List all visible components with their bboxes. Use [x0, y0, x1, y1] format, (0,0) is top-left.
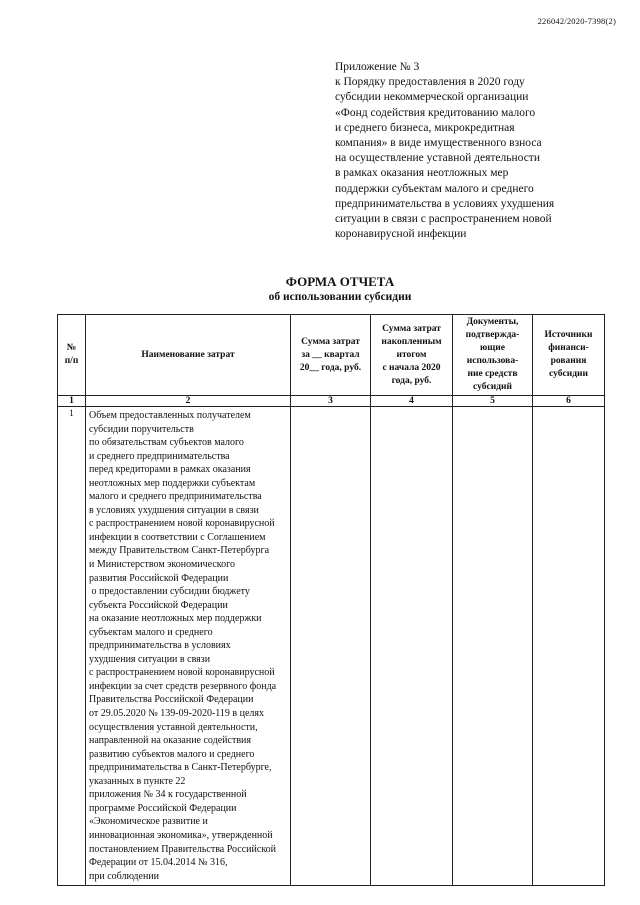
expense-name-line: указанных в пункте 22 [89, 775, 186, 787]
expense-name-line: на оказание неотложных мер поддержки [89, 613, 262, 625]
appendix-header [335, 60, 615, 242]
header-expense-name: Наименование затрат [86, 315, 291, 396]
expense-name-line: между Правительством Санкт-Петербурга [89, 545, 270, 557]
expense-name-line: о предоставлении субсидии бюджету [89, 586, 250, 598]
appendix-line: поддержки субъектам малого и среднего [335, 182, 534, 195]
appendix-line: в рамках оказания неотложных мер [335, 167, 509, 180]
header-number: № п/п [58, 315, 86, 396]
header-funding-sources: Источники финанси- рования субсидии [533, 315, 605, 396]
expense-name-line: субсидии поручительств [89, 423, 194, 435]
column-number: 6 [533, 396, 605, 407]
column-number: 3 [291, 396, 371, 407]
expense-name-line: предпринимательства в условиях [89, 640, 231, 652]
column-number: 4 [371, 396, 453, 407]
expense-name-line: малого и среднего предпринимательства [89, 491, 262, 503]
appendix-line: и среднего бизнеса, микрокредитная [335, 121, 515, 134]
expense-name-line: и Министерством экономического [89, 559, 235, 571]
expense-name-line: субъектам малого и среднего [89, 626, 213, 638]
expense-name-cell [86, 407, 291, 886]
expense-name-line: от 29.05.2020 № 139-09-2020-119 в целях [89, 708, 264, 720]
documents-cell [453, 407, 533, 886]
column-number: 1 [58, 396, 86, 407]
column-number: 2 [86, 396, 291, 407]
report-table [57, 314, 605, 886]
form-subtitle: об использовании субсидии [268, 291, 412, 303]
appendix-line: ситуации в связи с распространением новой [335, 213, 552, 226]
appendix-line: на осуществление уставной деятельности [335, 152, 540, 165]
form-title: ФОРМА ОТЧЕТА [285, 274, 395, 289]
column-number: 5 [453, 396, 533, 407]
expense-name-line: Правительства Российской Федерации [89, 694, 254, 706]
column-numbers-row [58, 396, 605, 407]
expense-name-line: постановлением Правительства Российской [89, 843, 277, 855]
document-number: 226042/2020-7398(2) [537, 16, 616, 26]
expense-name-line: инфекции за счет средств резервного фонда [89, 680, 277, 692]
expense-name-line: развития Российской Федерации [89, 572, 229, 584]
expense-name-line: программе Российской Федерации [89, 802, 237, 814]
expense-name-line: направленной на оказание содействия [89, 735, 251, 747]
appendix-line: компания» в виде имущественного взноса [335, 137, 542, 150]
funding-source-cell [533, 407, 605, 886]
expense-name-line: в условиях ухудшения ситуации в связи [89, 504, 259, 516]
expense-name-line: инновационная экономика», утвержденной [89, 829, 273, 841]
table-header-row [58, 315, 605, 396]
header-quarter-sum: Сумма затрат за __ квартал 20__ года, руб. [291, 315, 371, 396]
row-number: 1 [58, 407, 86, 886]
expense-name-line: перед кредиторами в рамках оказания [89, 464, 251, 476]
expense-name-line: Объем предоставленных получателем [89, 410, 251, 421]
expense-name-line: Федерации от 15.04.2014 № 316, [89, 857, 228, 869]
expense-name-line: при соблюдении [89, 870, 160, 882]
expense-name-line: развитию субъектов малого и среднего [89, 748, 255, 760]
expense-name-line: инфекции в соответствии с Соглашением [89, 531, 266, 543]
appendix-line: Приложение № 3 [335, 61, 420, 73]
appendix-line: субсидии некоммерческой организации [335, 91, 529, 104]
expense-name-line: неотложных мер поддержки субъектам [89, 477, 256, 489]
cumulative-sum-cell [371, 407, 453, 886]
appendix-line: к Порядку предоставления в 2020 году [335, 76, 525, 89]
expense-name-line: приложения № 34 к государственной [89, 789, 247, 801]
expense-name-line: и среднего предпринимательства [89, 450, 230, 462]
expense-name-line: с распространением новой коронавирусной [89, 667, 275, 679]
table-row [58, 407, 605, 886]
form-title-block [0, 274, 640, 305]
expense-name-line: ухудшения ситуации в связи [89, 653, 211, 665]
appendix-line: предпринимательства в условиях ухудшения [335, 197, 555, 210]
expense-name-line: по обязательствам субъектов малого [89, 437, 244, 449]
header-documents: Документы, подтвержда- ющие использова- ние средств субсидий [453, 315, 533, 396]
appendix-line: коронавирусной инфекции [335, 228, 467, 241]
quarter-sum-cell [291, 407, 371, 886]
appendix-line: «Фонд содействия кредитованию малого [335, 106, 536, 119]
header-cumulative-sum: Сумма затрат накопленным итогом с начала 2020 года, руб. [371, 315, 453, 396]
expense-name-line: с распространением новой коронавирусной [89, 518, 275, 530]
expense-name-line: «Экономическое развитие и [89, 816, 208, 828]
expense-name-line: субъекта Российской Федерации [89, 599, 228, 611]
expense-name-line: предпринимательства в Санкт-Петербурге, [89, 762, 272, 774]
expense-name-line: осуществления уставной деятельности, [89, 721, 258, 733]
